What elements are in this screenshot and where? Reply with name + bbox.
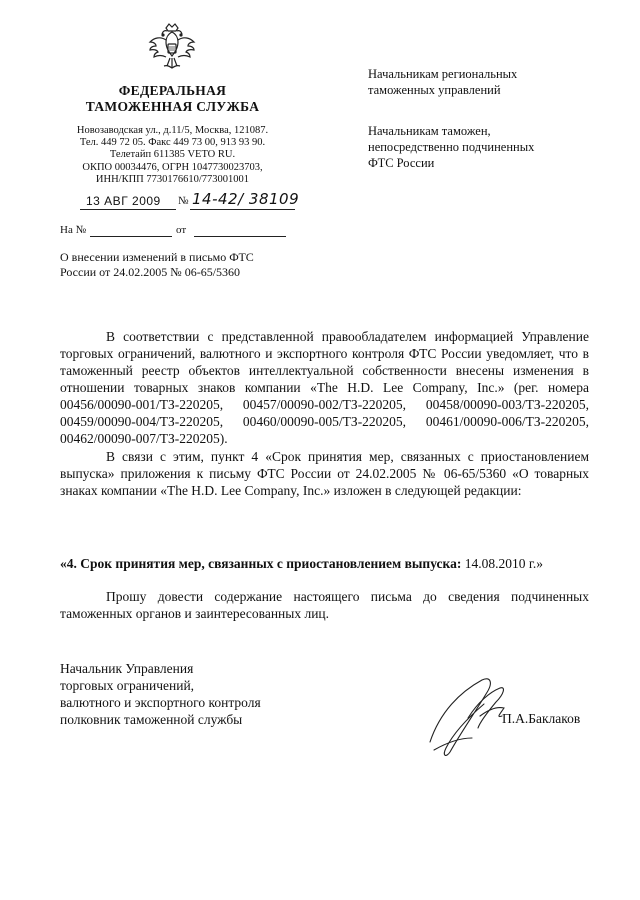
reference-line <box>60 224 290 240</box>
number-label: № <box>178 195 189 207</box>
sender-organization <box>60 83 285 115</box>
org-name-line1: ФЕДЕРАЛЬНАЯ <box>118 83 227 98</box>
contact-address: Новозаводская ул., д.11/5, Москва, 121087. <box>76 125 269 136</box>
addressee-regional <box>368 66 608 98</box>
contact-inn: ИНН/КПП 7730176610/773001001 <box>95 173 250 185</box>
amended-clause-title: «4. Срок принятия мер, связанных с приостановлением выпуска: <box>60 556 462 571</box>
addressee-customs <box>368 123 608 171</box>
reference-number-blank <box>90 236 172 237</box>
contact-phone: Тел. 449 72 05. Факс 449 73 00, 913 93 90. <box>79 137 266 149</box>
addressee-line: ФТС России <box>368 156 435 170</box>
body-paragraph-1: В соответствии с представленной правообладателем информацией Управление торговых ограничений, валютного и экспортного контроля ФТС России уведомляет, что в таможенный реестр объектов интеллектуальной собственности внесены изменения в отношении товарных знаков компании «The H.D. Lee Company, Inc.» (рег. номера 00456/00090-001/ТЗ-220205, 00457/00090-002/ТЗ-220205, 00458/00090-003/ТЗ-220205, 00459/00090-004/ТЗ-220205, 00460/00090-005/ТЗ-220205, 00461/00090-006/ТЗ-220205, 00462/00090-007/ТЗ-220205). <box>60 329 589 446</box>
signatory-line: полковник таможенной службы <box>60 712 243 727</box>
subject-line1: О внесении изменений в письмо ФТС <box>60 250 254 264</box>
contact-teletype: Телетайп 611385 VETO RU. <box>109 149 236 161</box>
addressee-line: непосредственно подчиненных <box>368 140 535 154</box>
addressee-line: Начальникам таможен, <box>368 124 491 138</box>
subject-line2: России от 24.02.2005 № 06-65/5360 <box>60 265 241 279</box>
signatory-line: валютного и экспортного контроля <box>60 695 261 710</box>
reference-date-blank <box>194 236 286 237</box>
letter-subject <box>60 250 300 280</box>
letter-number: 14-42/ 38109 <box>192 190 300 208</box>
contact-okpo: ОКПО 00034476, ОГРН 1047730023703, <box>82 161 263 173</box>
addressee-line: Начальникам региональных <box>368 67 518 81</box>
signatory-title <box>60 660 320 728</box>
closing-paragraph: Прошу довести содержание настоящего письма до сведения подчиненных таможенных органов и заинтересованных лиц. <box>60 589 589 621</box>
amended-clause-value: 14.08.2010 г.» <box>461 556 544 571</box>
date-underline <box>80 209 176 210</box>
registration-line <box>60 192 300 212</box>
sender-contacts <box>60 125 285 186</box>
closing-request <box>60 588 589 622</box>
letter-body <box>60 328 589 499</box>
org-name-line2: ТАМОЖЕННАЯ СЛУЖБА <box>85 99 260 114</box>
amended-clause <box>60 555 600 572</box>
double-headed-eagle-emblem <box>148 22 196 74</box>
body-paragraph-2: В связи с этим, пункт 4 «Срок принятия мер, связанных с приостановлением выпуска» приложения к письму ФТС России от 24.02.2005 № 06-65/5360 «О товарных знаках компании «The H.D. Lee Company, Inc.» изложен в следующей редакции: <box>60 449 589 498</box>
signatory-name: П.А.Баклаков <box>502 711 581 726</box>
number-underline <box>190 209 295 210</box>
reference-from-label: от <box>176 224 187 236</box>
reference-label: На № <box>60 224 87 236</box>
signatory-line: торговых ограничений, <box>60 678 195 693</box>
signatory-line: Начальник Управления <box>60 661 194 676</box>
addressee-line: таможенных управлений <box>368 83 501 97</box>
letter-date: 13 АВГ 2009 <box>86 194 161 208</box>
